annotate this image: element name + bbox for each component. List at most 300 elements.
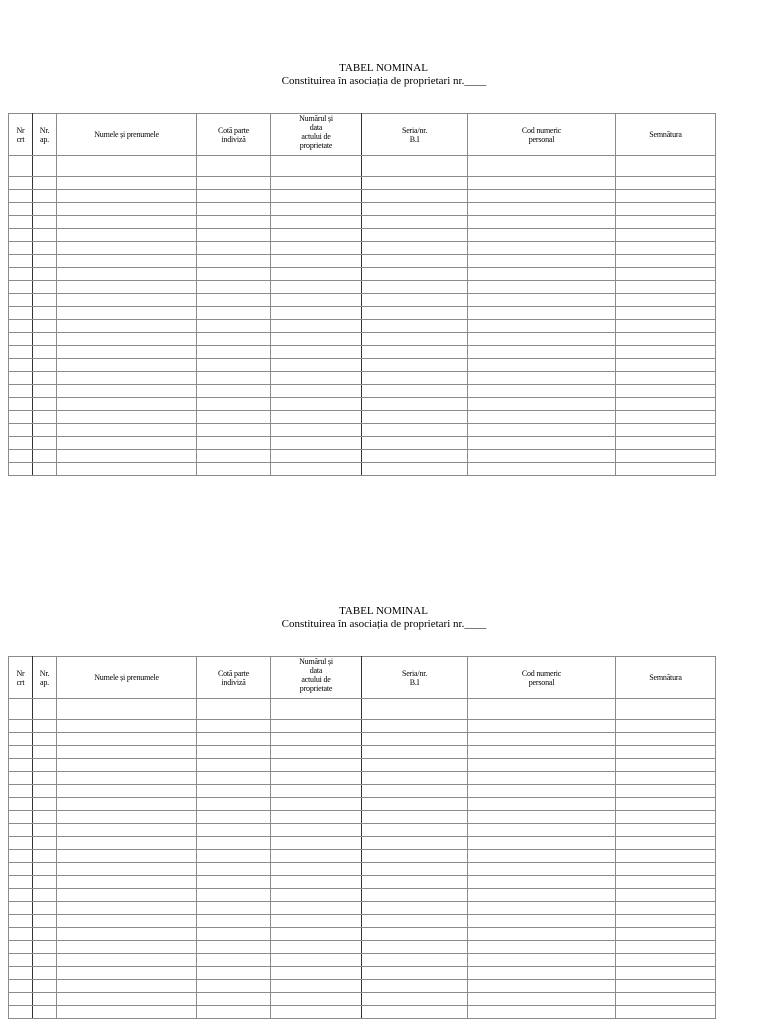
blank-cell [362, 437, 468, 450]
blank-cell [616, 281, 716, 294]
blank-cell [468, 902, 616, 915]
blank-cell [9, 346, 33, 359]
blank-cell [271, 450, 362, 463]
blank-cell [33, 1006, 57, 1019]
blank-cell [362, 746, 468, 759]
blank-cell [468, 967, 616, 980]
blank-cell [616, 733, 716, 746]
blank-cell [197, 203, 271, 216]
blank-cell [362, 294, 468, 307]
blank-cell [33, 967, 57, 980]
blank-cell [271, 333, 362, 346]
blank-cell [271, 915, 362, 928]
blank-cell [57, 876, 197, 889]
table-row [9, 156, 716, 177]
blank-cell [468, 320, 616, 333]
blank-cell [362, 837, 468, 850]
blank-cell [468, 876, 616, 889]
blank-cell [616, 759, 716, 772]
blank-cell [197, 941, 271, 954]
blank-cell [197, 359, 271, 372]
table-row [9, 863, 716, 876]
blank-cell [362, 385, 468, 398]
blank-cell [362, 824, 468, 837]
blank-cell [197, 385, 271, 398]
blank-cell [468, 980, 616, 993]
blank-cell [9, 837, 33, 850]
blank-cell [271, 437, 362, 450]
header-share: Cotă parte indiviză [197, 657, 271, 699]
blank-cell [271, 463, 362, 476]
blank-cell [362, 954, 468, 967]
blank-cell [57, 720, 197, 733]
blank-cell [468, 889, 616, 902]
blank-cell [616, 993, 716, 1006]
blank-cell [197, 954, 271, 967]
blank-cell [271, 203, 362, 216]
blank-cell [271, 216, 362, 229]
blank-cell [271, 294, 362, 307]
blank-cell [616, 699, 716, 720]
blank-cell [57, 915, 197, 928]
blank-cell [9, 811, 33, 824]
blank-cell [468, 837, 616, 850]
blank-cell [33, 902, 57, 915]
blank-cell [468, 915, 616, 928]
header-cnp: Cod numeric personal [468, 114, 616, 156]
blank-cell [616, 307, 716, 320]
table-row [9, 850, 716, 863]
blank-cell [9, 268, 33, 281]
blank-cell [362, 915, 468, 928]
blank-cell [197, 967, 271, 980]
blank-cell [197, 177, 271, 190]
blank-cell [362, 190, 468, 203]
blank-cell [57, 203, 197, 216]
blank-cell [9, 281, 33, 294]
blank-cell [616, 229, 716, 242]
blank-cell [33, 863, 57, 876]
blank-cell [9, 156, 33, 177]
blank-cell [9, 733, 33, 746]
blank-cell [57, 229, 197, 242]
table-row [9, 255, 716, 268]
blank-cell [616, 216, 716, 229]
blank-cell [197, 411, 271, 424]
blank-cell [33, 333, 57, 346]
blank-cell [33, 398, 57, 411]
blank-cell [362, 320, 468, 333]
header-id-series: Seria/nr. B.I [362, 657, 468, 699]
blank-cell [9, 177, 33, 190]
blank-cell [197, 699, 271, 720]
blank-cell [197, 876, 271, 889]
blank-cell [9, 954, 33, 967]
blank-cell [271, 759, 362, 772]
blank-cell [362, 928, 468, 941]
blank-cell [33, 294, 57, 307]
blank-cell [468, 759, 616, 772]
blank-cell [362, 772, 468, 785]
blank-cell [468, 746, 616, 759]
blank-cell [33, 372, 57, 385]
heading [0, 62, 768, 92]
header-signature: Semnătura [616, 657, 716, 699]
table-row [9, 785, 716, 798]
blank-cell [57, 359, 197, 372]
blank-cell [468, 156, 616, 177]
blank-cell [33, 255, 57, 268]
blank-cell [271, 177, 362, 190]
header-cnp: Cod numeric personal [468, 657, 616, 699]
blank-cell [197, 437, 271, 450]
blank-cell [197, 850, 271, 863]
blank-cell [616, 980, 716, 993]
blank-cell [468, 463, 616, 476]
blank-cell [616, 824, 716, 837]
blank-cell [468, 398, 616, 411]
blank-cell [616, 915, 716, 928]
blank-cell [57, 450, 197, 463]
blank-cell [33, 785, 57, 798]
blank-cell [33, 993, 57, 1006]
table-row [9, 320, 716, 333]
table-row [9, 928, 716, 941]
blank-cell [197, 320, 271, 333]
blank-cell [57, 437, 197, 450]
table-row [9, 294, 716, 307]
blank-cell [616, 450, 716, 463]
blank-cell [33, 450, 57, 463]
blank-cell [362, 398, 468, 411]
blank-cell [468, 268, 616, 281]
blank-cell [362, 229, 468, 242]
blank-cell [271, 699, 362, 720]
blank-cell [9, 720, 33, 733]
table-row [9, 229, 716, 242]
blank-cell [57, 281, 197, 294]
blank-cell [197, 450, 271, 463]
blank-cell [33, 216, 57, 229]
blank-cell [468, 359, 616, 372]
blank-cell [9, 411, 33, 424]
blank-cell [362, 863, 468, 876]
blank-cell [9, 359, 33, 372]
blank-cell [616, 411, 716, 424]
blank-cell [362, 424, 468, 437]
blank-cell [362, 281, 468, 294]
blank-cell [271, 772, 362, 785]
blank-cell [616, 1006, 716, 1019]
header-nr-crt: Nr crt [9, 657, 33, 699]
blank-cell [9, 699, 33, 720]
blank-cell [33, 437, 57, 450]
nominal-table [8, 656, 716, 1019]
blank-cell [57, 967, 197, 980]
blank-cell [9, 398, 33, 411]
blank-cell [57, 785, 197, 798]
blank-cell [57, 411, 197, 424]
blank-cell [33, 307, 57, 320]
blank-cell [9, 372, 33, 385]
blank-cell [362, 268, 468, 281]
blank-cell [616, 798, 716, 811]
blank-cell [9, 889, 33, 902]
table-row [9, 216, 716, 229]
blank-cell [197, 837, 271, 850]
table-subtitle: Constituirea în asociația de proprietari nr.____ [281, 75, 487, 87]
blank-cell [362, 203, 468, 216]
table-row [9, 746, 716, 759]
blank-cell [57, 850, 197, 863]
blank-cell [33, 889, 57, 902]
blank-cell [271, 359, 362, 372]
blank-cell [362, 372, 468, 385]
blank-cell [197, 889, 271, 902]
blank-cell [197, 980, 271, 993]
blank-cell [271, 346, 362, 359]
blank-cell [362, 359, 468, 372]
blank-cell [57, 993, 197, 1006]
blank-cell [271, 242, 362, 255]
blank-cell [616, 967, 716, 980]
blank-cell [33, 242, 57, 255]
blank-cell [9, 759, 33, 772]
blank-cell [362, 346, 468, 359]
blank-cell [57, 863, 197, 876]
blank-cell [57, 902, 197, 915]
blank-cell [33, 229, 57, 242]
blank-cell [271, 372, 362, 385]
header-nr-ap: Nr. ap. [33, 657, 57, 699]
blank-cell [33, 203, 57, 216]
header-id-series: Seria/nr. B.I [362, 114, 468, 156]
blank-cell [616, 398, 716, 411]
heading [0, 605, 768, 635]
blank-cell [271, 811, 362, 824]
blank-cell [362, 699, 468, 720]
table-row [9, 398, 716, 411]
table-row [9, 203, 716, 216]
blank-cell [33, 385, 57, 398]
blank-cell [616, 928, 716, 941]
blank-cell [468, 294, 616, 307]
blank-cell [271, 268, 362, 281]
blank-cell [271, 398, 362, 411]
blank-cell [57, 255, 197, 268]
table-body [9, 699, 716, 1019]
blank-cell [468, 190, 616, 203]
blank-cell [271, 798, 362, 811]
blank-cell [57, 294, 197, 307]
table-row [9, 177, 716, 190]
blank-cell [197, 242, 271, 255]
table-row [9, 346, 716, 359]
table-row [9, 699, 716, 720]
table-row [9, 733, 716, 746]
blank-cell [616, 720, 716, 733]
header-name: Numele și prenumele [57, 114, 197, 156]
blank-cell [271, 281, 362, 294]
blank-cell [362, 902, 468, 915]
blank-cell [9, 307, 33, 320]
blank-cell [57, 837, 197, 850]
blank-cell [57, 772, 197, 785]
blank-cell [9, 437, 33, 450]
table-row [9, 411, 716, 424]
blank-cell [33, 746, 57, 759]
blank-cell [197, 733, 271, 746]
blank-cell [362, 811, 468, 824]
blank-cell [616, 850, 716, 863]
blank-cell [33, 268, 57, 281]
table-row [9, 837, 716, 850]
table-row [9, 242, 716, 255]
blank-cell [616, 177, 716, 190]
blank-cell [362, 759, 468, 772]
blank-cell [616, 346, 716, 359]
blank-cell [616, 294, 716, 307]
blank-cell [197, 915, 271, 928]
blank-cell [362, 156, 468, 177]
blank-cell [33, 320, 57, 333]
header-name: Numele și prenumele [57, 657, 197, 699]
blank-cell [468, 993, 616, 1006]
blank-cell [33, 733, 57, 746]
blank-cell [468, 785, 616, 798]
blank-cell [197, 798, 271, 811]
blank-cell [271, 837, 362, 850]
blank-cell [9, 333, 33, 346]
blank-cell [362, 450, 468, 463]
blank-cell [271, 385, 362, 398]
blank-cell [362, 177, 468, 190]
table-row [9, 190, 716, 203]
table-row [9, 889, 716, 902]
blank-cell [57, 398, 197, 411]
blank-cell [616, 785, 716, 798]
blank-cell [616, 746, 716, 759]
table-row [9, 798, 716, 811]
blank-cell [362, 307, 468, 320]
blank-cell [616, 772, 716, 785]
blank-cell [197, 811, 271, 824]
blank-cell [57, 699, 197, 720]
blank-cell [468, 733, 616, 746]
blank-cell [9, 863, 33, 876]
blank-cell [616, 156, 716, 177]
blank-cell [197, 772, 271, 785]
table-row [9, 993, 716, 1006]
blank-cell [362, 993, 468, 1006]
table-row [9, 1006, 716, 1019]
table-row [9, 967, 716, 980]
blank-cell [271, 156, 362, 177]
blank-cell [197, 902, 271, 915]
blank-cell [468, 954, 616, 967]
blank-cell [362, 798, 468, 811]
blank-cell [33, 811, 57, 824]
header-deed: Numărul și data actului de proprietate [271, 657, 362, 699]
blank-cell [57, 798, 197, 811]
table-title: TABEL NOMINAL [339, 605, 428, 617]
blank-cell [468, 437, 616, 450]
blank-cell [362, 242, 468, 255]
blank-cell [362, 333, 468, 346]
blank-cell [271, 824, 362, 837]
blank-cell [57, 954, 197, 967]
blank-cell [468, 928, 616, 941]
table-row [9, 915, 716, 928]
blank-cell [33, 915, 57, 928]
table-row [9, 980, 716, 993]
table-subtitle: Constituirea în asociația de proprietari nr.____ [281, 618, 487, 630]
blank-cell [9, 902, 33, 915]
table-row [9, 772, 716, 785]
blank-cell [33, 359, 57, 372]
table-row [9, 437, 716, 450]
blank-cell [271, 785, 362, 798]
blank-cell [362, 216, 468, 229]
blank-cell [57, 242, 197, 255]
blank-cell [616, 320, 716, 333]
blank-cell [362, 720, 468, 733]
blank-cell [271, 229, 362, 242]
blank-cell [362, 967, 468, 980]
blank-cell [197, 255, 271, 268]
blank-cell [271, 954, 362, 967]
blank-cell [9, 941, 33, 954]
blank-cell [468, 424, 616, 437]
blank-cell [468, 450, 616, 463]
header-row [9, 114, 716, 156]
blank-cell [271, 1006, 362, 1019]
blank-cell [616, 424, 716, 437]
blank-cell [197, 785, 271, 798]
blank-cell [362, 850, 468, 863]
blank-cell [57, 746, 197, 759]
blank-cell [57, 346, 197, 359]
header-nr-ap: Nr. ap. [33, 114, 57, 156]
blank-cell [362, 411, 468, 424]
blank-cell [616, 863, 716, 876]
blank-cell [33, 190, 57, 203]
blank-cell [9, 216, 33, 229]
blank-cell [362, 1006, 468, 1019]
blank-cell [57, 824, 197, 837]
blank-cell [616, 437, 716, 450]
blank-cell [9, 980, 33, 993]
blank-cell [271, 889, 362, 902]
blank-cell [9, 463, 33, 476]
blank-cell [57, 759, 197, 772]
blank-cell [33, 798, 57, 811]
blank-cell [33, 772, 57, 785]
blank-cell [271, 967, 362, 980]
blank-cell [616, 268, 716, 281]
blank-cell [33, 824, 57, 837]
blank-cell [33, 837, 57, 850]
blank-cell [197, 398, 271, 411]
blank-cell [9, 320, 33, 333]
blank-cell [468, 850, 616, 863]
blank-cell [271, 902, 362, 915]
blank-cell [468, 216, 616, 229]
header-nr-crt: Nr crt [9, 114, 33, 156]
blank-cell [616, 190, 716, 203]
blank-cell [362, 463, 468, 476]
blank-cell [197, 1006, 271, 1019]
